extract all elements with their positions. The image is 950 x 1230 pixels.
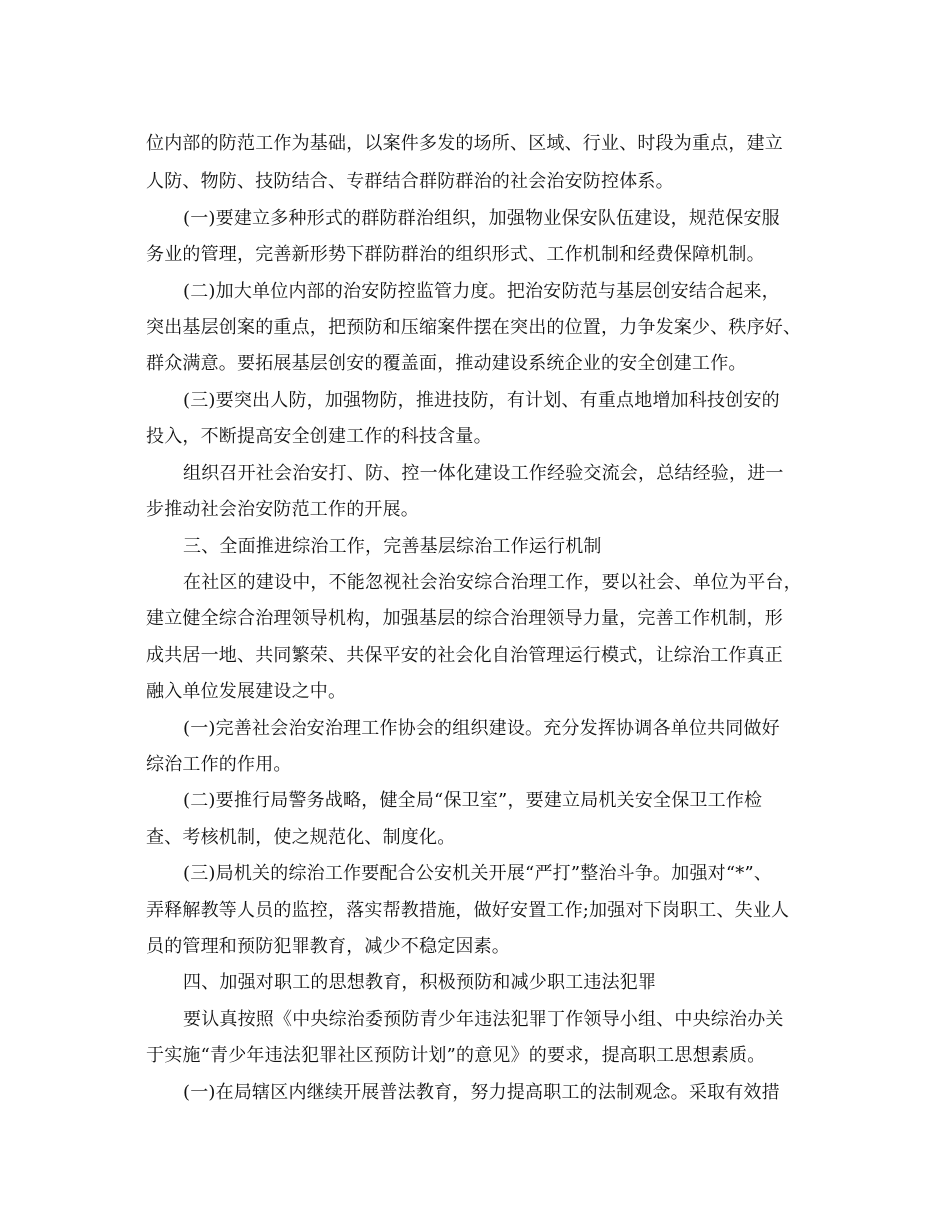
body-text-line: 综治工作的作用。 [146,754,292,775]
body-text-line: 融入单位发展建设之中。 [146,681,347,702]
body-text-line: (三)局机关的综治工作要配合公安机关开展“严打”整治斗争。加强对“*”、 [183,863,773,884]
body-text-line: 步推动社会治安防范工作的开展。 [146,499,419,520]
body-text-line: 位内部的防范工作为基础，以案件多发的场所、区域、行业、时段为重点，建立 [146,133,783,154]
body-text-line: (二)加大单位内部的治安防控监管力度。把治安防范与基层创安结合起来， [183,281,780,302]
body-text-line: 建立健全综合治理领导机构，加强基层的综合治理领导力量，完善工作机制，形 [146,608,783,629]
body-text-line: (三)要突出人防，加强物防，推进技防，有计划、有重点地增加科技创安的 [183,390,780,411]
body-text-line: 人防、物防、技防结合、专群结合群防群治的社会治安防控体系。 [146,171,674,192]
body-text-line: 弄释解教等人员的监控，落实帮教措施，做好安置工作;加强对下岗职工、失业人 [146,900,790,921]
body-text-line: 于实施“青少年违法犯罪社区预防计划”的意见》的要求，提高职工思想素质。 [146,1045,766,1066]
body-text-line: (二)要推行局警务战略，健全局“保卫室”，要建立局机关安全保卫工作检 [183,790,763,811]
body-text-line: 群众满意。要拓展基层创安的覆盖面，推动建设系统企业的安全创建工作。 [146,353,747,374]
body-text-line: (一)完善社会治安治理工作协会的组织建设。充分发挥协调各单位共同做好 [183,718,780,739]
body-text-line: 员的管理和预防犯罪教育，减少不稳定因素。 [146,936,510,957]
body-text-line: 查、考核机制，使之规范化、制度化。 [146,827,456,848]
body-text-line: 投入，不断提高安全创建工作的科技含量。 [146,426,492,447]
body-text-line: 在社区的建设中，不能忽视社会治安综合治理工作，要以社会、单位为平台， [183,572,802,593]
body-text-line: 务业的管理，完善新形势下群防群治的组织形式、工作机制和经费保障机制。 [146,244,765,265]
body-text-line: (一)在局辖区内继续开展普法教育，努力提高职工的法制观念。采取有效措 [183,1082,780,1103]
section-heading: 四、加强对职工的思想教育，积极预防和减少职工违法犯罪 [183,972,657,993]
body-text-line: 成共居一地、共同繁荣、共保平安的社会化自治管理运行模式，让综治工作真正 [146,645,783,666]
body-text-line: (一)要建立多种形式的群防群治组织，加强物业保安队伍建设，规范保安服 [183,208,780,229]
body-text-line: 要认真按照《中央综治委预防青少年违法犯罪丁作领导小组、中央综治办关 [183,1009,784,1030]
body-text-line: 组织召开社会治安打、防、控一体化建设工作经验交流会，总结经验，进一 [183,463,784,484]
section-heading: 三、全面推进综治工作，完善基层综治工作运行机制 [183,536,602,557]
body-text-line: 突出基层创案的重点，把预防和压缩案件摆在突出的位置，力争发案少、秩序好、 [146,317,802,338]
